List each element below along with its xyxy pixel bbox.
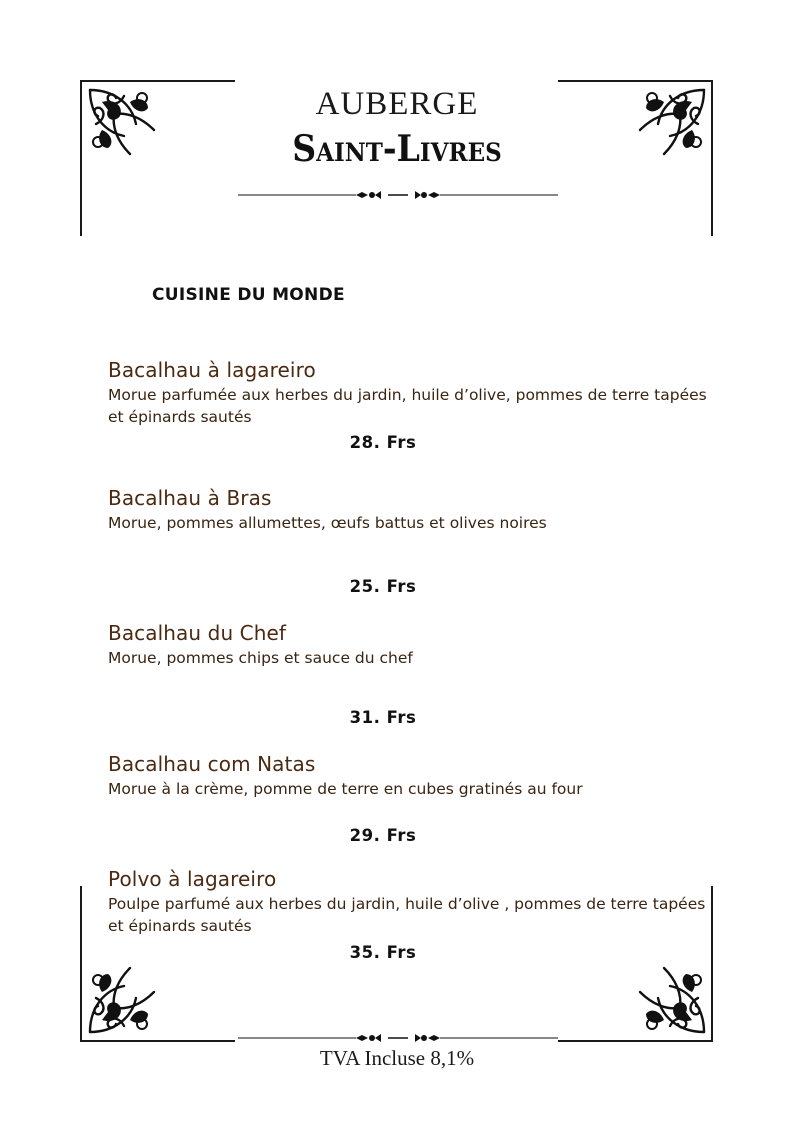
restaurant-name-line2: Saint-Livres (292, 128, 502, 170)
dish-description: Morue, pommes chips et sauce du chef (108, 649, 413, 667)
dish-name: Bacalhau à lagareiro (108, 358, 316, 382)
dish-description: Morue, pommes allumettes, œufs battus et olives noires (108, 514, 547, 532)
frame-bottom-left-line (80, 1040, 235, 1042)
ornament-bottom-right-icon (628, 960, 710, 1038)
restaurant-name-line1: AUBERGE (315, 86, 479, 122)
dish-name: Bacalhau du Chef (108, 621, 287, 645)
footer-divider-icon (238, 1032, 558, 1044)
section-title: CUISINE DU MONDE (152, 285, 345, 305)
header-divider-icon (238, 189, 558, 201)
tax-note: TVA Incluse 8,1% (319, 1046, 475, 1070)
dish-price: 25. Frs (349, 577, 417, 596)
dish-description: Morue parfumée aux herbes du jardin, huile d’olive, pommes de terre tapées et épinards sautés (108, 386, 707, 426)
dish-description: Poulpe parfumé aux herbes du jardin, huile d’olive , pommes de terre tapées et épinards sautés (108, 895, 706, 935)
dish-price: 29. Frs (349, 826, 417, 845)
dish-name: Bacalhau com Natas (108, 752, 316, 776)
frame-top-right-line (558, 80, 713, 82)
frame-right-bottom-line (711, 886, 713, 1042)
dish-price: 31. Frs (349, 708, 417, 727)
dish-price: 35. Frs (349, 943, 417, 962)
dish-description: Morue à la crème, pomme de terre en cubes gratinés au four (108, 780, 583, 798)
dish-name: Bacalhau à Bras (108, 486, 272, 510)
dish-name: Polvo à lagareiro (108, 867, 277, 891)
frame-left-bottom-line (80, 886, 82, 1042)
ornament-bottom-left-icon (84, 960, 166, 1038)
dish-price: 28. Frs (349, 433, 417, 452)
frame-bottom-right-line (558, 1040, 713, 1042)
frame-top-left-line (80, 80, 235, 82)
